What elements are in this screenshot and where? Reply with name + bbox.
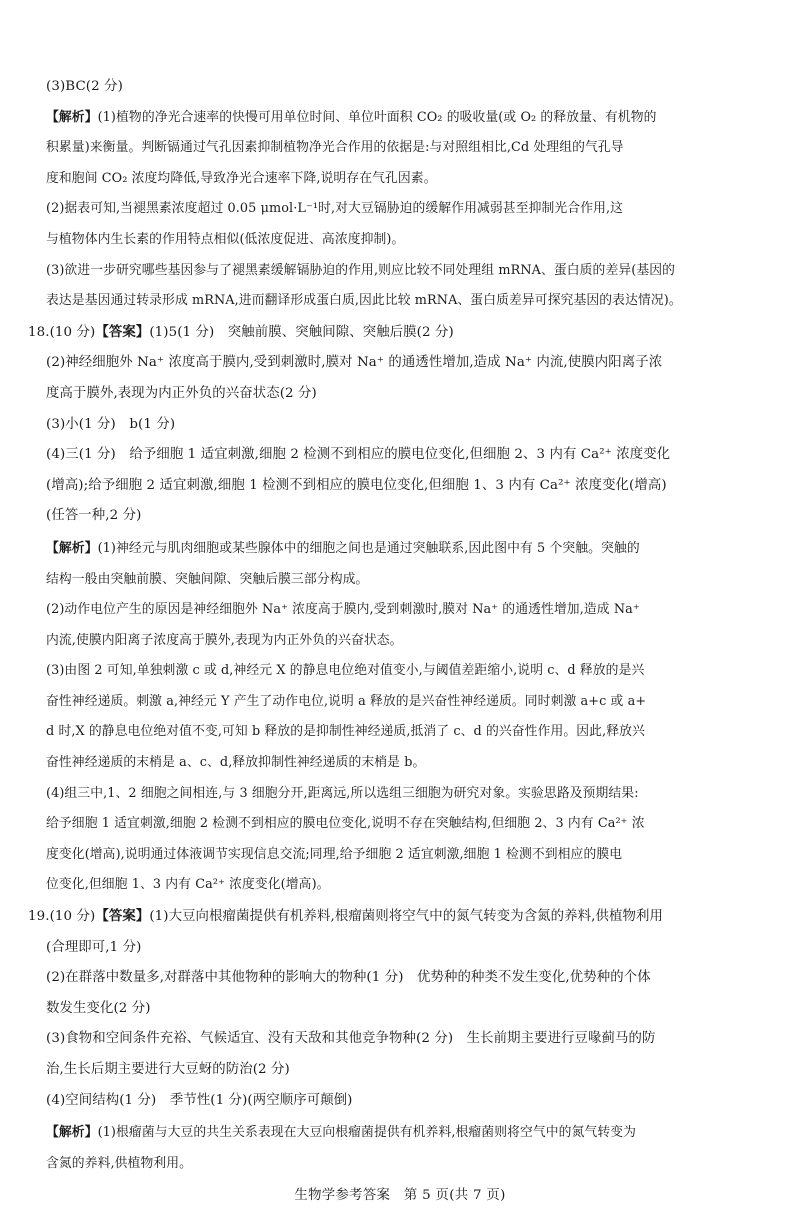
section-label: 【解析】 — [46, 1125, 98, 1141]
line-text: 内流,使膜内阳离子浓度高于膜外,表现为内正外负的兴奋状态。 — [46, 632, 403, 648]
line-text: (1)根瘤菌与大豆的共生关系表现在大豆向根瘤菌提供有机养料,根瘤菌则将空气中的氮气转变为 — [97, 1125, 637, 1141]
text-line — [46, 626, 778, 657]
text-line — [46, 379, 778, 410]
section-label: 【答案】 — [95, 908, 150, 925]
section-label: 【答案】 — [95, 323, 150, 340]
text-line — [46, 286, 778, 317]
text-line — [46, 501, 778, 532]
line-text: (合理即可,1 分) — [46, 939, 142, 955]
text-line — [28, 317, 778, 349]
text-line — [46, 1055, 778, 1086]
text-line — [46, 779, 778, 810]
line-text: 含氮的养料,供植物利用。 — [46, 1155, 193, 1171]
text-line — [46, 1024, 778, 1055]
line-text: 表达是基因通过转录形成 mRNA,进而翻译形成蛋白质,因此比较 mRNA、蛋白质差异可探究基因的表达情况)。 — [46, 293, 682, 309]
line-text: 位变化,但细胞 1、3 内有 Ca²⁺ 浓度变化(增高)。 — [46, 877, 330, 893]
text-line — [46, 963, 778, 994]
section-label: 【解析】 — [46, 109, 98, 125]
text-line — [46, 595, 778, 626]
line-text: (4)组三中,1、2 细胞之间相连,与 3 细胞分开,距离远,所以选组三细胞为研究对象。实验思路及预期结果: — [46, 785, 639, 801]
page-footer: 生物学参考答案 第 5 页(共 7 页) — [294, 1188, 506, 1203]
text-line — [46, 687, 778, 718]
line-text: (2)神经细胞外 Na⁺ 浓度高于膜内,受到刺激时,膜对 Na⁺ 的通透性增加,造成 Na⁺ 内流,使膜内阳离子浓 — [46, 355, 663, 371]
text-line — [46, 534, 778, 565]
text-line — [46, 748, 778, 779]
line-text: (1)植物的净光合速率的快慢可用单位时间、单位叶面积 CO₂ 的吸收量(或 O₂ 的释放量、有机物的 — [97, 109, 657, 125]
line-text: (1)神经元与肌肉细胞或某些腺体中的细胞之间也是通过突触联系,因此图中有 5 个突触。突触的 — [97, 540, 640, 556]
text-line — [46, 994, 778, 1025]
text-line — [46, 1118, 778, 1149]
line-text: 治,生长后期主要进行大豆蚜的防治(2 分) — [46, 1062, 290, 1077]
line-text: 数发生变化(2 分) — [46, 1000, 151, 1016]
line-text: (1)大豆向根瘤菌提供有机养料,根瘤菌则将空气中的氮气转变为含氮的养料,供植物利用 — [149, 909, 663, 925]
text-line — [46, 256, 778, 287]
text-line — [46, 225, 778, 256]
text-line — [46, 656, 778, 687]
line-text: 奋性神经递质的末梢是 a、c、d,释放抑制性神经递质的末梢是 b。 — [46, 755, 426, 771]
question-number: 19.(10 分) — [28, 909, 96, 925]
line-text: 度高于膜外,表现为内正外负的兴奋状态(2 分) — [46, 385, 317, 401]
line-text: 度变化(增高),说明通过体液调节实现信息交流;同理,给予细胞 2 适宜刺激,细胞 1 检测不到相应的膜电 — [46, 846, 623, 862]
line-text: 积累量)来衡量。判断镉通过气孔因素抑制植物净光合作用的依据是:与对照组相比,Cd 处理组的气孔导 — [46, 140, 624, 156]
text-line — [46, 809, 778, 840]
line-text: 结构一般由突触前膜、突触间隙、突触后膜三部分构成。 — [46, 571, 369, 587]
line-text: 度和胞间 CO₂ 浓度均降低,导致净光合速率下降,说明存在气孔因素。 — [46, 170, 437, 186]
line-text: (2)动作电位产生的原因是神经细胞外 Na⁺ 浓度高于膜内,受到刺激时,膜对 Na⁺ 的通透性增加,造成 Na⁺ — [46, 602, 640, 618]
text-line — [46, 410, 778, 441]
line-text: 奋性神经递质。刺激 a,神经元 Y 产生了动作电位,说明 a 释放的是兴奋性神经递质。同时刺激 a+c 或 a+ — [46, 693, 647, 709]
text-line — [46, 133, 778, 164]
text-line — [46, 1086, 778, 1117]
line-text: (1)5(1 分) 突触前膜、突触间隙、突触后膜(2 分) — [149, 324, 454, 340]
text-line — [46, 72, 778, 103]
text-line — [46, 565, 778, 596]
text-line — [46, 103, 778, 134]
line-text: (3)欲进一步研究哪些基因参与了褪黑素缓解镉胁迫的作用,则应比较不同处理组 mRNA、蛋白质的差异(基因的 — [46, 262, 676, 278]
text-line — [46, 840, 778, 871]
line-text: (3)食物和空间条件充裕、气候适宜、没有天敌和其他竞争物种(2 分) 生长前期主要进行豆喙蓟马的防 — [46, 1031, 656, 1047]
line-text: (4)空间结构(1 分) 季节性(1 分)(两空顺序可颠倒) — [46, 1092, 353, 1108]
line-text: (增高);给予细胞 2 适宜刺激,细胞 1 检测不到相应的膜电位变化,但细胞 1、3 内有 Ca²⁺ 浓度变化(增高) — [46, 477, 667, 493]
line-text: d 时,X 的静息电位绝对值不变,可知 b 释放的是抑制性神经递质,抵消了 c、d 的兴奋性作用。因此,释放兴 — [46, 724, 645, 740]
line-text: (2)据表可知,当褪黑素浓度超过 0.05 μmol·L⁻¹时,对大豆镉胁迫的缓解作用减弱甚至抑制光合作用,这 — [46, 201, 624, 217]
line-text: 与植物体内生长素的作用特点相似(低浓度促进、高浓度抑制)。 — [46, 231, 405, 247]
line-text: (3)小(1 分) b(1 分) — [46, 416, 176, 432]
line-text: (2)在群落中数量多,对群落中其他物种的影响大的物种(1 分) 优势种的种类不发生变化,优势种的个体 — [46, 970, 651, 986]
line-text: (3)BC(2 分) — [46, 79, 123, 94]
line-text: (3)由图 2 可知,单独刺激 c 或 d,神经元 X 的静息电位绝对值变小,与阈值差距缩小,说明 c、d 释放的是兴 — [46, 663, 645, 679]
line-text: 给予细胞 1 适宜刺激,细胞 2 检测不到相应的膜电位变化,说明不存在突触结构,但细胞 2、3 内有 Ca²⁺ 浓 — [46, 816, 645, 832]
answer-body — [28, 72, 778, 1179]
text-line — [46, 1149, 778, 1180]
text-line — [46, 870, 778, 901]
line-text: (任答一种,2 分) — [46, 508, 142, 524]
text-line — [46, 471, 778, 502]
text-line — [46, 933, 778, 964]
line-text: (4)三(1 分) 给予细胞 1 适宜刺激,细胞 2 检测不到相应的膜电位变化,但细胞 2、3 内有 Ca²⁺ 浓度变化 — [46, 447, 671, 463]
section-label: 【解析】 — [46, 540, 98, 556]
text-line — [28, 901, 778, 933]
text-line — [46, 348, 778, 379]
text-line — [46, 194, 778, 225]
text-line — [46, 717, 778, 748]
question-number: 18.(10 分) — [28, 324, 96, 340]
text-line — [46, 440, 778, 471]
text-line — [46, 164, 778, 195]
